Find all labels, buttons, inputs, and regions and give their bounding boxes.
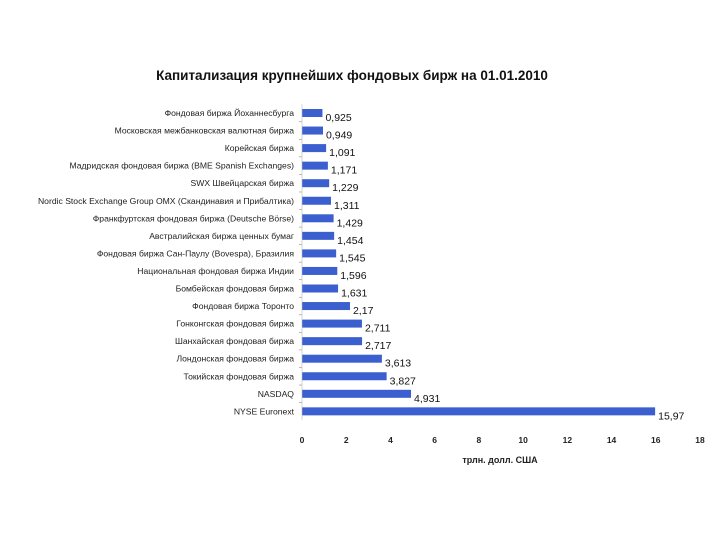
category-label: Токийская фондовая биржа [183,371,294,382]
x-tick-label: 12 [562,435,573,445]
y-axis [299,104,302,420]
x-tick-label: 6 [432,435,438,445]
data-label: 1,091 [329,147,356,160]
category-label: Фондовая биржа Йоханнесбурга [164,108,294,118]
bar [302,232,334,240]
category-label: Фондовая биржа Торонто [192,301,294,312]
x-axis-label: трлн. долл. США [462,455,538,465]
category-label: Шанхайская фондовая биржа [175,336,294,347]
category-label: Национальная фондовая биржа Индии [137,265,294,276]
category-label: SWX Швейцарская биржа [190,178,294,189]
data-label: 1,545 [339,252,366,265]
category-label: Мадридская фондовая биржа (BME Spanish Exchanges) [69,160,294,171]
bar [302,390,411,398]
x-tick-label: 10 [518,435,528,445]
data-label: 1,596 [340,269,367,282]
bar [302,127,323,135]
bar [302,320,362,328]
x-tick-label: 2 [343,435,349,445]
bar [302,285,338,293]
chart-title: Капитализация крупнейших фондовых бирж на 01.01.2010 [156,68,548,83]
category-label: Лондонская фондовая биржа [176,353,294,364]
data-label: 1,631 [341,287,368,300]
data-label: 0,949 [325,129,353,142]
category-label: Франкфуртская фондовая биржа (Deutsche Börse) [92,213,294,224]
x-tick-label: 14 [606,435,617,445]
data-label: 0,925 [325,112,352,124]
data-label: 3,613 [384,357,412,370]
category-label: Фондовая биржа Сан-Паулу (Bovespa), Бразилия [96,248,294,259]
data-label: 1,311 [333,199,360,212]
data-label: 4,931 [414,392,441,405]
bar [302,162,328,170]
bar [302,109,322,117]
x-tick-labels [300,435,705,445]
category-label: Московская межбанковская валютная биржа [114,125,294,136]
x-tick-label: 0 [299,435,305,445]
data-label: 1,171 [330,164,358,177]
bar [302,144,326,152]
bar [302,179,329,187]
data-label: 3,827 [389,375,416,388]
category-label: Nordic Stock Exchange Group OMX (Скандинавия и Прибалтика) [37,195,294,206]
category-label: Австралийская биржа ценных бумаг [149,230,294,241]
data-label: 2,17 [352,305,374,318]
bar [302,302,350,310]
category-label: NYSE Euronext [233,406,294,417]
bar [302,355,382,363]
data-label: 2,711 [364,322,391,335]
x-tick-label: 4 [388,435,393,445]
category-label: Гонконгская фондовая биржа [176,318,294,329]
bar [302,337,362,345]
category-label: Бомбейская фондовая биржа [175,283,294,294]
category-labels [38,107,295,416]
x-tick-label: 8 [476,435,482,445]
bar [302,267,337,275]
data-label: 1,429 [336,217,363,230]
data-label: 2,717 [365,340,392,353]
x-tick-label: 16 [651,435,661,445]
category-label: NASDAQ [257,388,294,399]
data-label: 15,97 [658,410,685,423]
x-tick-label: 18 [695,435,705,445]
bar [302,214,334,222]
bar [302,197,331,205]
data-label: 1,454 [337,234,364,247]
category-label: Корейская биржа [224,143,294,154]
bar [302,249,336,257]
bar [302,407,655,415]
bar [302,372,387,380]
data-label: 1,229 [332,182,359,195]
